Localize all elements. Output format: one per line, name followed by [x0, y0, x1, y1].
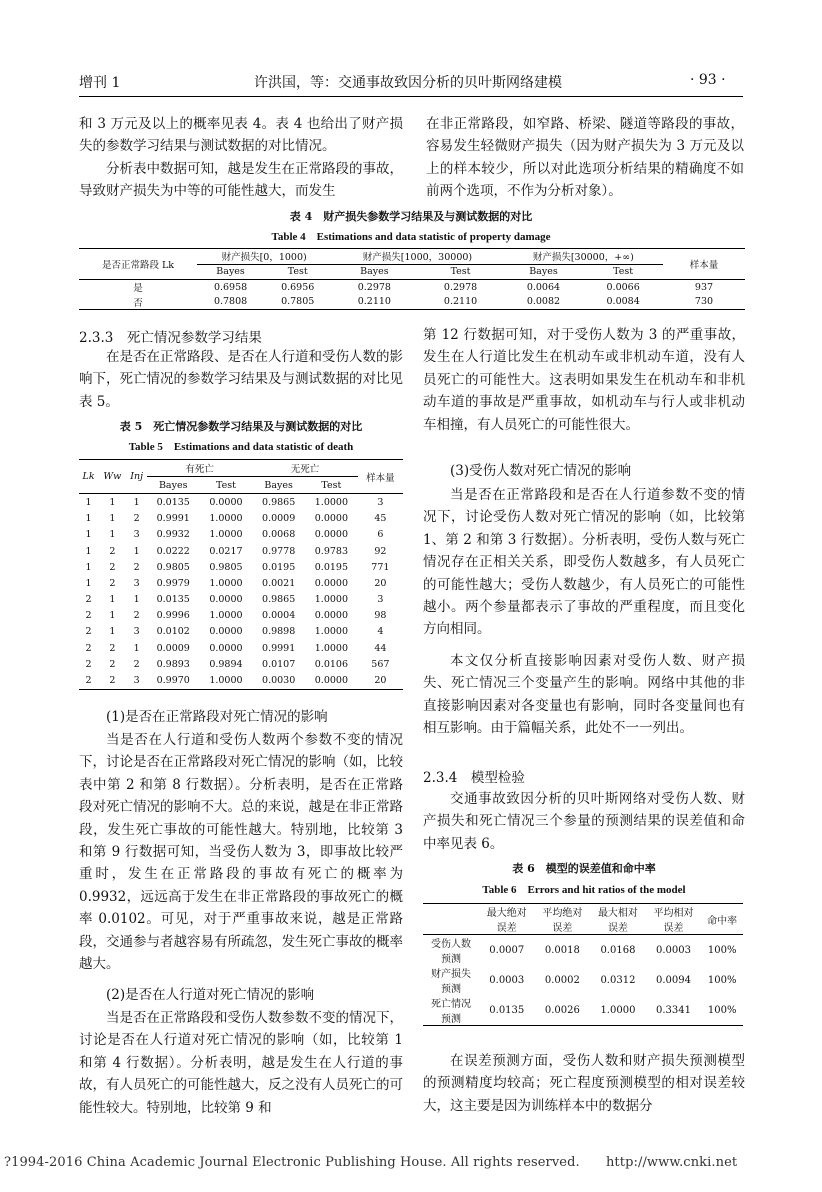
table-cell: 0.9865 [262, 496, 296, 508]
table5-col-inj: Inj [127, 460, 147, 494]
table-cell: 2 [85, 626, 92, 638]
table-row [79, 494, 403, 511]
right-mid-paragraph-1: 第 12 行数据可知，对于受伤人数为 3 的严重事故，发生在人行道比发生在机动车或非机动车道，没有人员死亡的可能性大。这表明如果发生在机动车和非机动车道的事故是严重事故，如机动车与行人或非机动车相撞，有人员死亡的可能性很大。 [423, 327, 745, 433]
table-cell: 0.9932 [156, 529, 190, 541]
table6-head-line1: 平均相对 [653, 908, 694, 919]
table-cell: 0.0000 [314, 577, 348, 589]
table-cell: 3 [133, 626, 140, 638]
table-cell: 0.9893 [156, 658, 190, 670]
table-row [79, 672, 403, 689]
table-cell: 0.9778 [262, 545, 296, 557]
table-cell: 6 [377, 529, 384, 541]
table-cell: 0.0000 [209, 642, 243, 654]
table5-group-death: 有死亡 [147, 460, 252, 477]
table6-head-line2: 误差 [496, 923, 517, 934]
table6-col-max-rel [590, 904, 646, 935]
table6 [423, 903, 743, 1026]
table-cell: 0.0000 [314, 529, 348, 541]
table-cell: 100% [707, 974, 737, 986]
table-cell: 2 [133, 561, 140, 573]
table5 [79, 459, 403, 690]
table-row [79, 608, 403, 624]
table4-sub: Test [417, 264, 503, 280]
table-row [79, 543, 403, 559]
table6-head-line2: 误差 [663, 923, 684, 934]
table-cell: 0.9991 [156, 513, 190, 525]
table-cell: 45 [374, 513, 387, 525]
table5-caption-en: Table 5 Estimations and data statistic of death [128, 441, 354, 453]
table-cell: 0.0003 [656, 944, 692, 956]
table-row [79, 559, 403, 575]
table-cell: 0.0000 [314, 513, 348, 525]
table-cell: 2 [85, 658, 92, 670]
table6-head-line2: 误差 [552, 923, 573, 934]
table-cell: 1 [133, 496, 140, 508]
table-cell: 0.0009 [156, 642, 190, 654]
table5-col-n: 样本量 [358, 460, 403, 494]
table-cell: 1 [85, 529, 92, 541]
table-cell: 3 [133, 529, 140, 541]
table-cell: 0.0030 [252, 672, 305, 689]
table6-head-line1: 最大相对 [597, 908, 638, 919]
table-cell: 0.9783 [314, 545, 348, 557]
table-cell: 0.0002 [544, 974, 580, 986]
table-cell: 0.0000 [305, 672, 358, 689]
table-cell: 0.0068 [262, 529, 296, 541]
row-name-line2: 预测 [441, 954, 461, 965]
table-cell: 0.0222 [156, 545, 190, 557]
table-cell: 2 [133, 658, 140, 670]
table-cell: 3 [377, 594, 384, 606]
page-number: · 93 · [690, 72, 726, 88]
table-cell: 1 [85, 545, 92, 557]
table-cell: 1 [85, 513, 92, 525]
table-cell: 4 [377, 626, 384, 638]
table6-head-line1: 平均绝对 [542, 908, 583, 919]
table-cell: 0.9805 [156, 561, 190, 573]
table-cell: 0.2978 [443, 281, 478, 293]
section-2-3-4-title: 2.3.4 模型检验 [423, 770, 525, 786]
table-cell: 1.0000 [209, 529, 243, 541]
right-paragraph-1: 在非正常路段，如窄路、桥梁、隧道等路段的事故，容易发生轻微财产损失（因为财产损失为 3 万元及以上的样本较少，所以对此选项分析结果的精确度不如前两个选项，不作为分析对象）。 [426, 116, 744, 200]
table-cell: 0.0195 [262, 561, 296, 573]
table-cell: 1.0000 [314, 626, 348, 638]
table-cell: 0.0135 [156, 594, 190, 606]
table4-group-1: 财产损失[0，1000) [197, 249, 331, 265]
table-cell: 1 [133, 594, 140, 606]
table-cell: 0.9979 [156, 577, 190, 589]
table-cell: 1.0000 [314, 594, 348, 606]
table-cell: 3 [133, 577, 140, 589]
table-row [423, 995, 743, 1026]
table-cell: 0.9970 [147, 672, 200, 689]
table-cell [423, 965, 479, 995]
table-cell: 0.0195 [314, 561, 348, 573]
table6-corner [423, 904, 479, 935]
table-cell: 0.6958 [213, 281, 248, 293]
table-cell: 是 [133, 283, 143, 295]
table6-col-hit: 命中率 [701, 904, 743, 935]
table-cell: 0.0066 [606, 281, 640, 293]
table-cell: 2 [98, 672, 126, 689]
table4-sub: Bayes [331, 264, 417, 280]
table-cell: 2 [85, 610, 92, 622]
table-cell: 0.0007 [489, 944, 525, 956]
table-row [423, 935, 743, 966]
table-cell: 567 [371, 658, 390, 670]
table-cell: 0.0094 [656, 974, 692, 986]
table-cell: 2 [133, 610, 140, 622]
table-cell: 2 [109, 561, 116, 573]
table-cell: 0.0004 [262, 610, 296, 622]
table6-head-line2: 误差 [607, 923, 628, 934]
table4-caption-cn: 表 4 财产损失参数学习结果及与测试数据的对比 [289, 210, 533, 223]
table-cell: 0.9805 [209, 561, 243, 573]
table-cell: 0.9991 [262, 642, 296, 654]
table-cell: 0.6956 [281, 281, 315, 293]
table-cell: 0.0312 [600, 974, 636, 986]
table-cell: 1 [109, 529, 116, 541]
table-row [423, 965, 743, 995]
table4-col-n: 样本量 [663, 249, 745, 280]
table-cell: 2 [85, 594, 92, 606]
table-cell: 0.0106 [314, 658, 348, 670]
header-rule [79, 96, 743, 97]
table-cell: 1 [85, 577, 92, 589]
table-cell: 0.0084 [583, 295, 663, 310]
right-mid-paragraph-2: 当是否在正常路段和是否在人行道参数不变的情况下，讨论受伤人数对死亡情况的影响（如，比较第 1、第 2 和第 3 行数据）。分析表明，受伤人数与死亡情况存在正相关关系，即受伤人数越多，有人员死亡的可能性越大；受伤人数越少，有人员死亡的可能性越小。两个参量都表示了事故的严重程度，而且变化方向相同。 [423, 487, 745, 638]
table-cell: 92 [374, 545, 387, 557]
row-name-line1: 受伤人数 [431, 939, 471, 950]
table-cell: 0.0003 [489, 974, 525, 986]
table-cell: 0.0000 [314, 610, 348, 622]
table-cell: 0.0026 [535, 995, 591, 1026]
table-cell: 0.0021 [262, 577, 296, 589]
table-cell: 1 [109, 610, 116, 622]
running-title: 许洪国，等：交通事故致因分析的贝叶斯网络建模 [254, 75, 562, 91]
table-cell: 1 [133, 545, 140, 557]
table4-sub: Bayes [504, 264, 584, 280]
table6-caption-en: Table 6 Errors and hit ratios of the model [482, 884, 686, 896]
table-cell: 2 [85, 642, 92, 654]
table4-sub: Test [583, 264, 663, 280]
table-cell: 0.0082 [504, 295, 584, 310]
table-cell: 3 [127, 672, 147, 689]
table-row [79, 640, 403, 656]
subheading-2: (2)是否在人行道对死亡情况的影响 [106, 987, 315, 1003]
table-cell: 0.0000 [209, 594, 243, 606]
table-row [79, 575, 403, 591]
table4-sub: Bayes [197, 264, 264, 280]
table-cell: 0.0000 [209, 496, 243, 508]
table-cell: 1 [85, 561, 92, 573]
right-bottom-paragraph: 在误差预测方面，受伤人数和财产损失预测模型的预测精度均较高；死亡程度预测模型的相对误差较大，这主要是因为训练样本中的数据分 [423, 1053, 745, 1114]
table-cell: 0.9865 [262, 594, 296, 606]
table5-group-nodeath: 无死亡 [252, 460, 357, 477]
table-cell: 2 [133, 513, 140, 525]
section-2-3-3-title: 2.3.3 死亡情况参数学习结果 [79, 330, 262, 346]
table-cell: 937 [694, 281, 714, 293]
table4-group-2: 财产损失[1000，30000) [331, 249, 503, 265]
row-name-line2: 预测 [441, 984, 461, 995]
table-cell: 0.9898 [262, 626, 296, 638]
table5-caption-cn: 表 5 死亡情况参数学习结果及与测试数据的对比 [119, 420, 363, 433]
table-row [79, 592, 403, 608]
table-cell: 0.0009 [262, 513, 296, 525]
table4-caption-en: Table 4 Estimations and data statistic of property damage [271, 231, 551, 243]
table-cell: 0.3341 [646, 995, 702, 1026]
table-row [79, 656, 403, 672]
table-cell: 44 [374, 642, 387, 654]
table5-sub: Test [200, 477, 253, 494]
table-cell: 2 [109, 545, 116, 557]
table-cell: 0.0102 [156, 626, 190, 638]
table-cell: 1 [109, 513, 116, 525]
table-row [79, 280, 745, 295]
left-paragraph-2: 分析表中数据可知，越是发生在正常路段的事故，导致财产损失为中等的可能性越大，而发生 [79, 161, 403, 200]
table-cell: 0.7805 [264, 295, 331, 310]
section-2-3-4-paragraph: 交通事故致因分析的贝叶斯网络对受伤人数、财产损失和死亡情况三个参量的预测结果的误差值和命中率见表 6。 [423, 791, 745, 852]
table-cell: 3 [377, 496, 384, 508]
table-cell: 0.0107 [262, 658, 296, 670]
table-cell: 1 [85, 496, 92, 508]
subheading-3: (3)受伤人数对死亡情况的影响 [450, 463, 632, 479]
table-cell: 0.0217 [209, 545, 243, 557]
table-cell: 0.2978 [357, 281, 391, 293]
table-cell: 0.0018 [544, 944, 580, 956]
table5-col-ww: Ww [98, 460, 126, 494]
table-cell: 1.0000 [209, 513, 243, 525]
table-cell: 1.0000 [314, 496, 348, 508]
table5-sub: Bayes [147, 477, 200, 494]
copyright-footer: ?1994-2016 China Academic Journal Electronic Publishing House. All rights reserved. http://www.cnki.net [4, 1155, 738, 1170]
table-cell: 771 [371, 561, 390, 573]
journal-issue: 增刊 1 [79, 75, 121, 91]
table-cell: 1 [109, 496, 116, 508]
table-cell: 2 [109, 658, 116, 670]
table-cell: 1 [133, 642, 140, 654]
table-row [79, 295, 745, 310]
table-cell: 100% [701, 995, 743, 1026]
section-2-3-3-paragraph: 在是否在正常路段、是否在人行道和受伤人数的影响下，死亡情况的参数学习结果及与测试数据的对比见表 5。 [79, 349, 403, 410]
table-row [79, 527, 403, 543]
table-cell: 0.9996 [156, 610, 190, 622]
table-cell: 2 [109, 642, 116, 654]
left-paragraph-1: 和 3 万元及以上的概率见表 4。表 4 也给出了财产损失的参数学习结果与测试数据的对比情况。 [79, 116, 403, 155]
row-name-line1: 财产损失 [431, 969, 471, 980]
table-row [79, 624, 403, 640]
table-cell [423, 935, 479, 966]
table-cell: 0.0000 [209, 626, 243, 638]
table-row [79, 511, 403, 527]
table6-col-max-abs [479, 904, 535, 935]
subheading-1: (1)是否在正常路段对死亡情况的影响 [106, 709, 328, 725]
table-cell: 否 [79, 295, 197, 310]
table-cell: 2 [79, 672, 98, 689]
table-cell: 0.0135 [479, 995, 535, 1026]
table-cell: 730 [663, 295, 745, 310]
table4 [79, 248, 745, 310]
table-cell: 0.0168 [600, 944, 636, 956]
table-cell: 20 [374, 577, 387, 589]
table-cell: 0.2110 [331, 295, 417, 310]
table4-col-lk: 是否正常路段 Lk [79, 249, 197, 280]
table-cell: 100% [707, 944, 737, 956]
table5-sub: Bayes [252, 477, 305, 494]
row-name-line2: 预测 [441, 1014, 461, 1025]
table-cell: 1 [109, 626, 116, 638]
table6-col-mean-rel [646, 904, 702, 935]
table-cell: 0.7808 [197, 295, 264, 310]
table-cell [423, 995, 479, 1026]
table-cell: 0.0135 [156, 496, 190, 508]
table6-caption-cn: 表 6 模型的误差值和命中率 [512, 862, 656, 875]
table-cell: 0.9894 [209, 658, 243, 670]
table5-sub: Test [305, 477, 358, 494]
left-lower-paragraph-2: 当是否在正常路段和受伤人数参数不变的情况下，讨论是否在人行道对死亡情况的影响（如，比较第 1 和第 4 行数据）。分析表明，越是发生在人行道的事故，有人员死亡的可能性越大，反之没有人员死亡的可能性较大。特别地，比较第 9 和 [79, 1010, 403, 1116]
table-cell: 1 [109, 594, 116, 606]
table-cell: 1.0000 [209, 577, 243, 589]
table5-col-lk: Lk [79, 460, 98, 494]
table-cell: 1.0000 [314, 642, 348, 654]
table-cell: 2 [109, 577, 116, 589]
table4-sub: Test [264, 264, 331, 280]
table-cell: 1.0000 [590, 995, 646, 1026]
left-lower-paragraph-1: 当是否在人行道和受伤人数两个参数不变的情况下，讨论是否在正常路段对死亡情况的影响（如，比较表中第 2 和第 8 行数据）。分析表明，是否在正常路段对死亡情况的影响不大。总的来说，越是在非正常路段，发生死亡事故的可能性越大。特别地，比较第 3 和第 9 行数据可知，当受伤人数为 3，即事故比较严重时，发生在正常路段的事故有死亡的概率为 0.9932，远远高于发生在非正常路段的事故死亡的概率 0.0102。可见，对于严重事故来说，越是正常路段，交通参与者越容易有所疏忽，发生死亡事故的概率越大。 [79, 732, 403, 973]
table4-group-3: 财产损失[30000，+∞) [504, 249, 663, 265]
table-cell: 1.0000 [200, 672, 253, 689]
table-cell: 1.0000 [209, 610, 243, 622]
table-cell: 0.2110 [417, 295, 503, 310]
table-cell: 98 [374, 610, 387, 622]
table6-col-mean-abs [535, 904, 591, 935]
right-mid-paragraph-3: 本文仅分析直接影响因素对受伤人数、财产损失、死亡情况三个变量产生的影响。网络中其他的非直接影响因素对各变量也有影响，同时各变量间也有相互影响。由于篇幅关系，此处不一一列出。 [423, 653, 745, 737]
table-cell: 0.0064 [526, 281, 561, 293]
row-name-line1: 死亡情况 [431, 999, 471, 1010]
table-cell: 20 [358, 672, 403, 689]
table6-head-line1: 最大绝对 [486, 908, 527, 919]
